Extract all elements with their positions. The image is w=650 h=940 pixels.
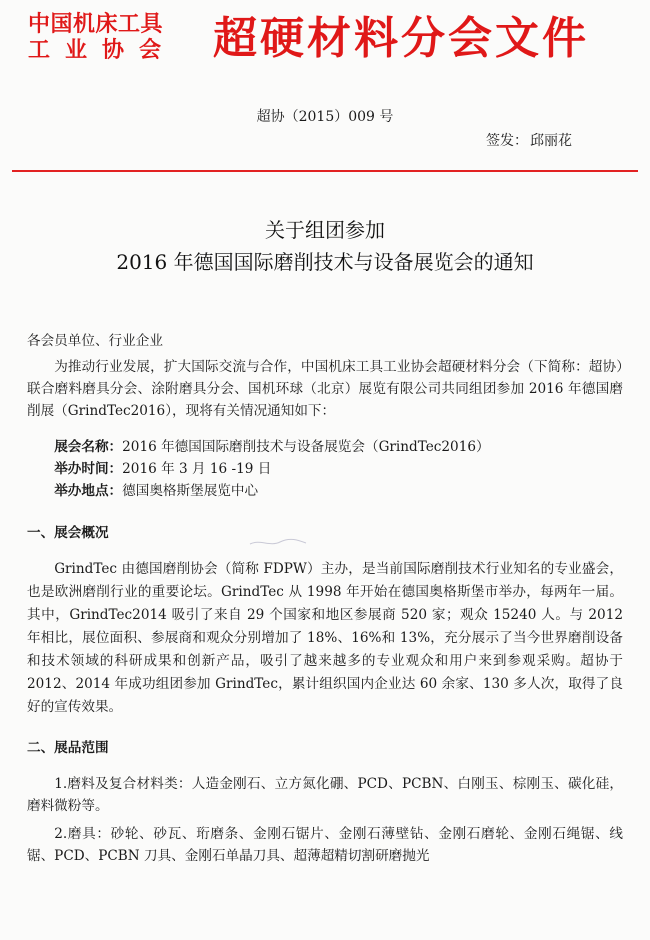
info-label: 展会名称： <box>54 439 123 455</box>
info-row <box>54 480 623 502</box>
info-label: 举办地点： <box>54 483 123 499</box>
info-value: 2016 年 3 月 16 -19 日 <box>122 461 272 477</box>
notice-title-line2: 2016 年德国国际磨削技术与设备展览会的通知 <box>116 250 534 274</box>
info-value: 德国奥格斯堡展览中心 <box>122 483 259 499</box>
intro-paragraph: 为推动行业发展，扩大国际交流与合作，中国机床工具工业协会超硬材料分会（下简称：超协）联合磨料磨具分会、涂附磨具分会、国机环球（北京）展览有限公司共同组团参加 2016 年德国磨削展（GrindTec2016），现将有关情况通知如下： <box>27 359 623 419</box>
org-name-line2: 工业协会 <box>28 38 177 63</box>
red-divider <box>12 170 638 172</box>
notice-body <box>27 330 623 873</box>
document-type-heading: 超硬材料分会文件 <box>213 13 589 64</box>
signer-line <box>486 130 572 150</box>
document-number: 超协（2015）009 号 <box>256 109 394 125</box>
section-heading-overview: 一、展会概况 <box>27 525 109 541</box>
org-name-line1: 中国机床工具 <box>28 12 164 37</box>
info-label: 举办时间： <box>54 461 123 477</box>
signer-label: 签发： <box>486 133 528 149</box>
notice-title <box>0 214 650 278</box>
salutation: 各会员单位、行业企业 <box>27 333 163 349</box>
info-row <box>54 458 623 480</box>
notice-title-line1: 关于组团参加 <box>265 218 385 242</box>
overview-paragraph: GrindTec 由德国磨削协会（简称 FDPW）主办，是当前国际磨削技术行业知名的专业盛会，也是欧洲磨削行业的重要论坛。GrindTec 从 1998 年开始在德国奥格斯堡市举办，每两年一届。其中，GrindTec2014 吸引了来自 29 个国家和地区参展商 520 家；观众 15240 人。与 2012 年相比，展位面积、参展商和观众分别增加了 18%、16%和 13%，充分展示了当今世界磨削设备和技术领域的科研成果和创新产品，吸引了越来越多的专业观众和用户来到参观采购。超协于 2012、2014 年成功组团参加 GrindTec，累计组织国内企业达 60 余家、130 多人次，取得了良好的宣传效果。 <box>27 561 623 715</box>
section-heading-exhibits: 二、展品范围 <box>27 740 109 756</box>
signer-name: 邱丽花 <box>530 133 572 149</box>
info-row <box>54 436 623 458</box>
exhibit-list-item: 2.磨具：砂轮、砂瓦、珩磨条、金刚石锯片、金刚石薄壁钻、金刚石磨轮、金刚石绳锯、线锯、PCD、PCBN 刀具、金刚石单晶刀具、超薄超精切割研磨抛光 <box>27 826 623 864</box>
exhibition-info <box>27 436 623 502</box>
issuing-organization <box>28 12 203 64</box>
info-value: 2016 年德国国际磨削技术与设备展览会（GrindTec2016） <box>122 439 490 455</box>
exhibit-list-item: 1.磨料及复合材料类：人造金刚石、立方氮化硼、PCD、PCBN、白刚玉、棕刚玉、碳化硅，磨料微粉等。 <box>27 776 623 814</box>
